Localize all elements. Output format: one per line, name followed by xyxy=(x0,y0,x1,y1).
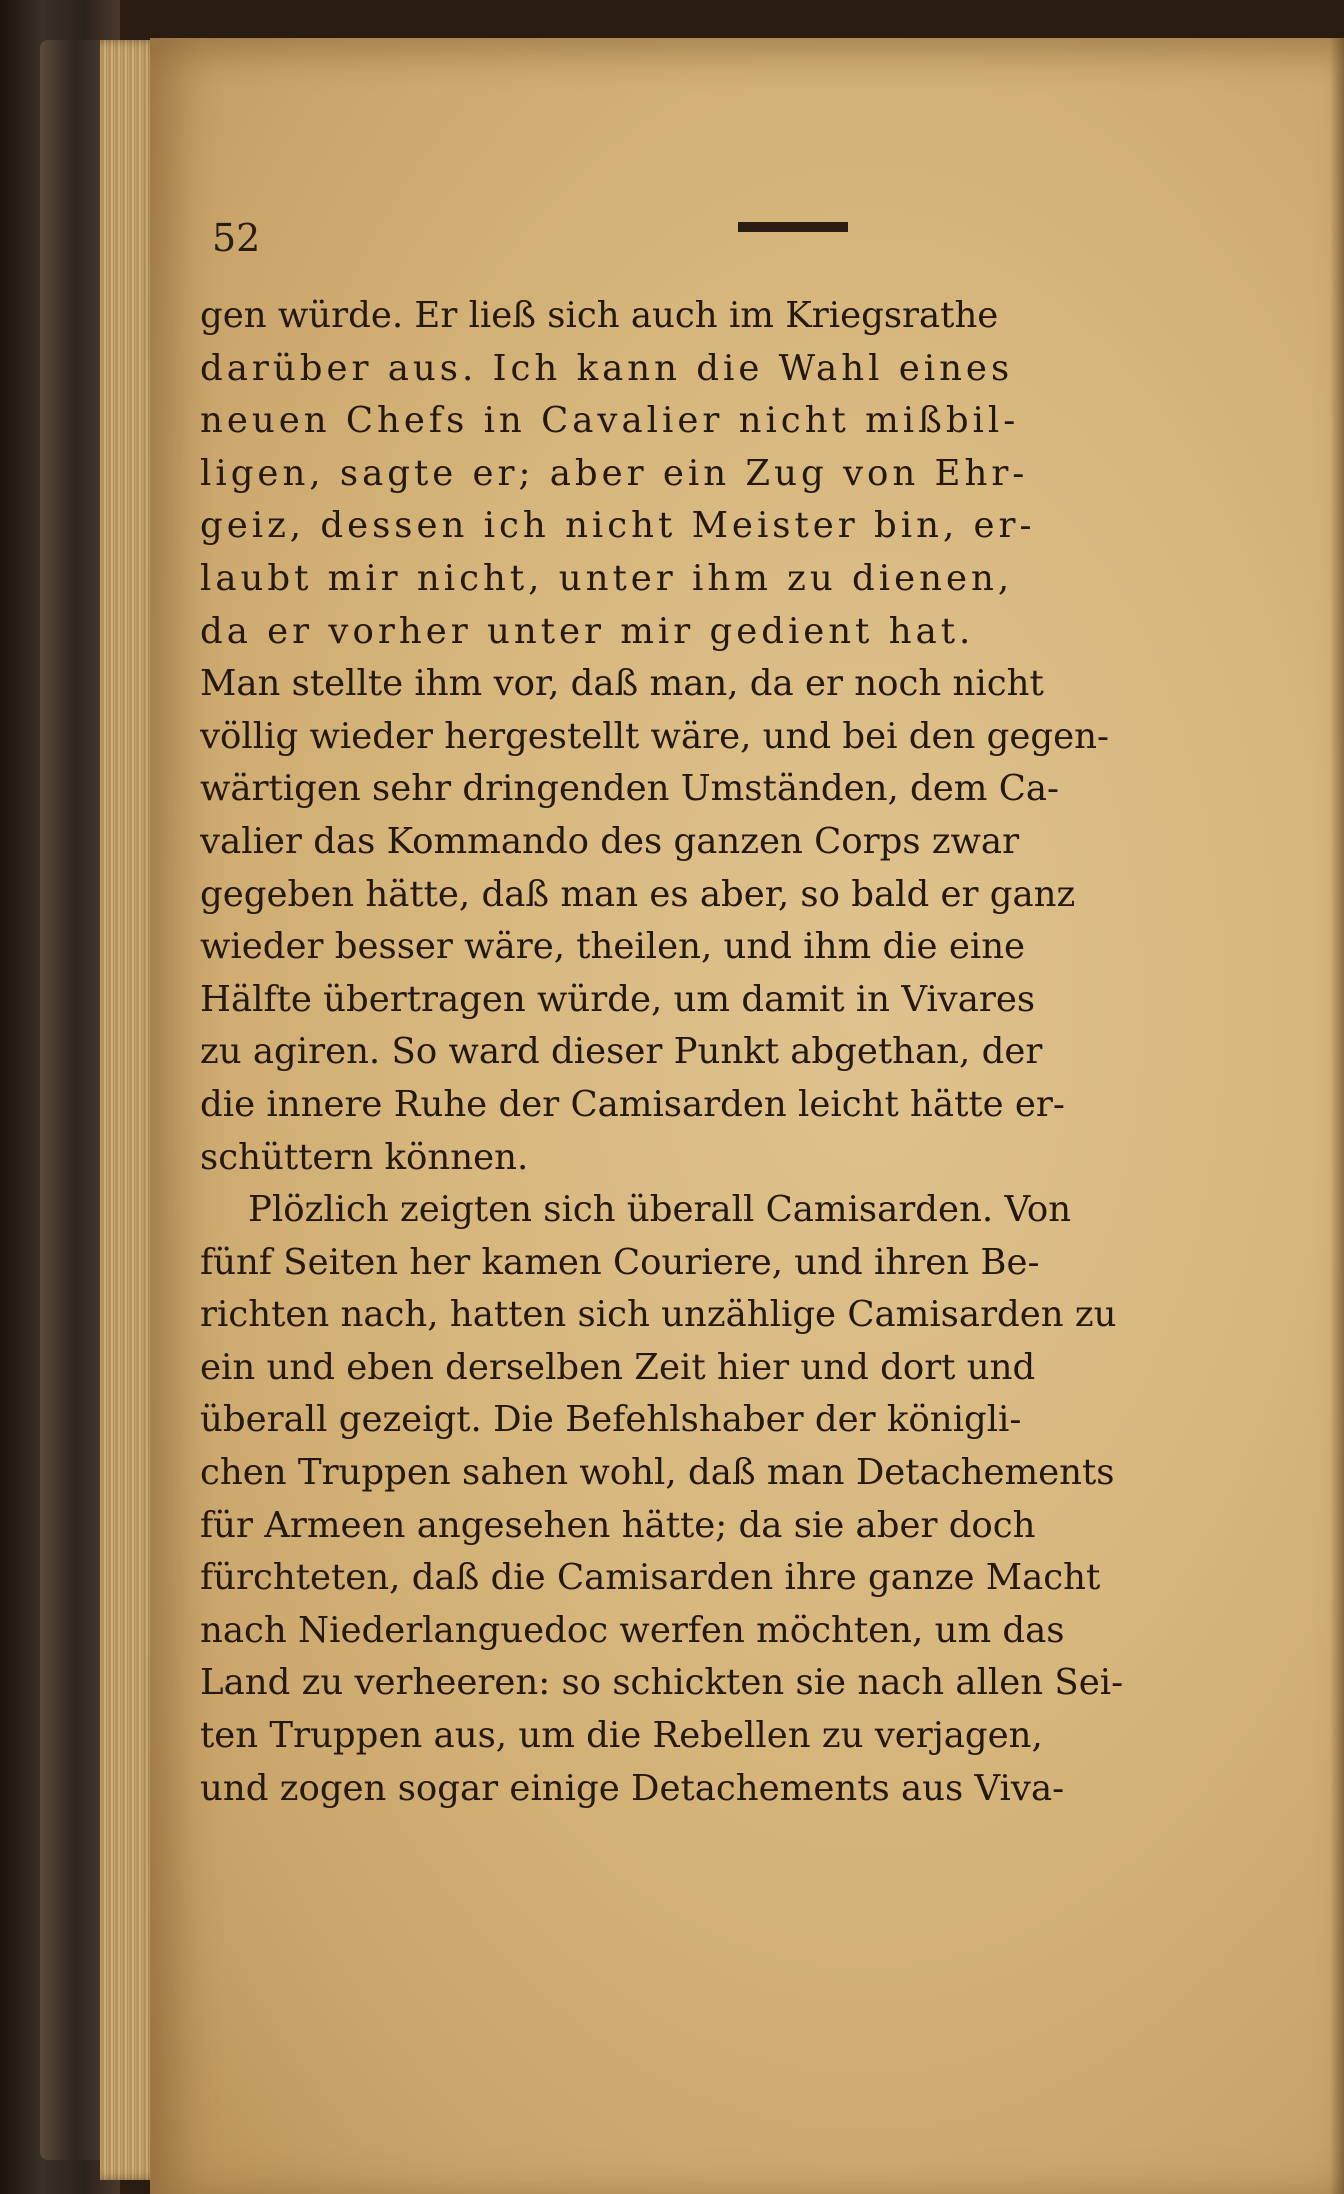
text-line: Hälfte übertragen würde, um damit in Vivares xyxy=(200,978,1036,1020)
text-line: darüber aus. Ich kann die Wahl eines xyxy=(200,347,1014,389)
text-line: nach Niederlanguedoc werfen möchten, um das xyxy=(200,1609,1065,1651)
text-line: Plözlich zeigten sich überall Camisarden. Von xyxy=(248,1189,1072,1231)
text-line: fünf Seiten her kamen Couriere, und ihren Be- xyxy=(200,1241,1040,1283)
text-line: ein und eben derselben Zeit hier und dort und xyxy=(200,1346,1036,1388)
text-line: da er vorher unter mir gedient hat. xyxy=(200,610,975,652)
text-line: valier das Kommando des ganzen Corps zwar xyxy=(200,820,1020,862)
page-right-shadow xyxy=(1330,38,1344,2194)
text-line: ligen, sagte er; aber ein Zug von Ehr- xyxy=(200,452,1029,494)
text-line: richten nach, hatten sich unzählige Camisarden zu xyxy=(200,1294,1117,1336)
text-line: und zogen sogar einige Detachements aus Viva- xyxy=(200,1767,1065,1809)
page-number: 52 xyxy=(212,216,261,260)
text-line: neuen Chefs in Cavalier nicht mißbil- xyxy=(200,400,1020,442)
text-line: gen würde. Er ließ sich auch im Kriegsrathe xyxy=(200,295,999,336)
text-line: für Armeen angesehen hätte; da sie aber doch xyxy=(200,1504,1036,1546)
text-line: fürchteten, daß die Camisarden ihre ganze Macht xyxy=(200,1557,1101,1599)
text-line: Man stellte ihm vor, daß man, da er noch nicht xyxy=(200,663,1044,705)
text-line: wärtigen sehr dringenden Umständen, dem Ca- xyxy=(200,768,1060,810)
text-line: völlig wieder hergestellt wäre, und bei den gegen- xyxy=(200,715,1109,757)
text-line: schüttern können. xyxy=(200,1136,529,1178)
text-line: gegeben hätte, daß man es aber, so bald er ganz xyxy=(200,873,1076,915)
text-line: ten Truppen aus, um die Rebellen zu verjagen, xyxy=(200,1715,1043,1757)
text-line: laubt mir nicht, unter ihm zu dienen, xyxy=(200,557,1014,599)
text-line: chen Truppen sahen wohl, daß man Detachements xyxy=(200,1452,1115,1494)
text-line: zu agiren. So ward dieser Punkt abgethan, der xyxy=(200,1031,1043,1073)
header-rule xyxy=(738,222,848,232)
text-line: überall gezeigt. Die Befehlshaber der königli- xyxy=(200,1399,1022,1441)
body-text xyxy=(200,290,1200,1815)
text-line: die innere Ruhe der Camisarden leicht hätte er- xyxy=(200,1083,1065,1125)
text-line: geiz, dessen ich nicht Meister bin, er- xyxy=(200,505,1036,547)
text-line: Land zu verheeren: so schickten sie nach allen Sei- xyxy=(200,1662,1124,1704)
text-line: wieder besser wäre, theilen, und ihm die eine xyxy=(200,926,1026,968)
